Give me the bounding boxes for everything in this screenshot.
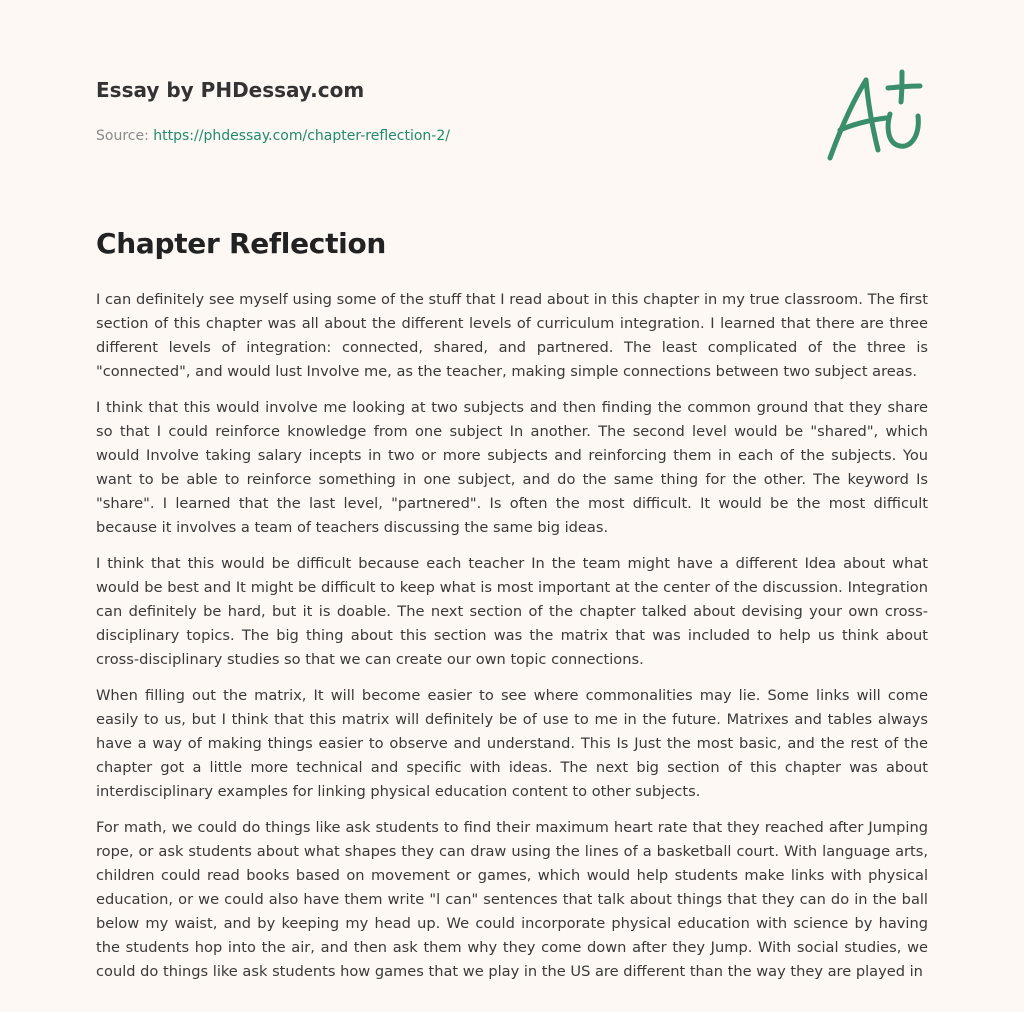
essay-header — [96, 76, 796, 146]
a-plus-logo-icon — [820, 68, 930, 164]
source-label: Source: — [96, 128, 149, 144]
paragraph: I think that this would involve me looking at two subjects and then finding the common ground that they share so that I could reinforce knowledge from one subject In another. The second level would be "shared", which would Involve taking salary incepts in two or more subjects and reinforcing them in each of the subjects. You want to be able to reinforce something in one subject, and do the same thing for the other. The keyword Is "share". I learned that the last level, "partnered". Is often the most difficult. It would be the most difficult because it involves a team of teachers discussing the same big ideas. — [96, 399, 928, 536]
essay-content — [96, 224, 928, 996]
paragraph: For math, we could do things like ask students to find their maximum heart rate that they reached after Jumping rope, or ask students about what shapes they can draw using the lines of a basketball court. With language arts, children could read books based on movement or games, which would help students make links with physical education, or we could also have them write "l can" sentences that talk about things that they can do in the ball below my waist, and by keeping my head up. We could incorporate physical education with science by having the students hop into the air, and then ask them why they come down after they Jump. With social studies, we could do things like ask students how games that we play in the US are different than the way they are played in — [96, 819, 928, 980]
paragraph: I can definitely see myself using some of the stuff that I read about in this chapter in my true classroom. The first section of this chapter was all about the different levels of curriculum integration. I learned that there are three different levels of integration: connected, shared, and partnered. The least complicated of the three is "connected", and would lust Involve me, as the teacher, making simple connections between two subject areas. — [96, 291, 928, 380]
paragraph: When filling out the matrix, It will become easier to see where commonalities may lie. Some links will come easily to us, but I think that this matrix will definitely be of use to me in the future. Matrixes and tables always have a way of making things easier to observe and understand. This Is Just the most basic, and the rest of the chapter got a little more technical and specific with ideas. The next big section of this chapter was about interdisciplinary examples for linking physical education content to other subjects. — [96, 687, 928, 800]
paragraph: I think that this would be difficult because each teacher In the team might have a different Idea about what would be best and It might be difficult to keep what is most important at the center of the discussion. Integration can definitely be hard, but it is doable. The next section of the chapter talked about devising your own cross-disciplinary topics. The big thing about this section was the matrix that was included to help us think about cross-disciplinary studies so that we can create our own topic connections. — [96, 555, 928, 668]
page-title: Chapter Reflection — [96, 227, 387, 260]
brand-title: Essay by PHDessay.com — [96, 78, 365, 102]
source-line — [96, 126, 796, 146]
source-link[interactable]: https://phdessay.com/chapter-reflection-2/ — [153, 128, 450, 144]
